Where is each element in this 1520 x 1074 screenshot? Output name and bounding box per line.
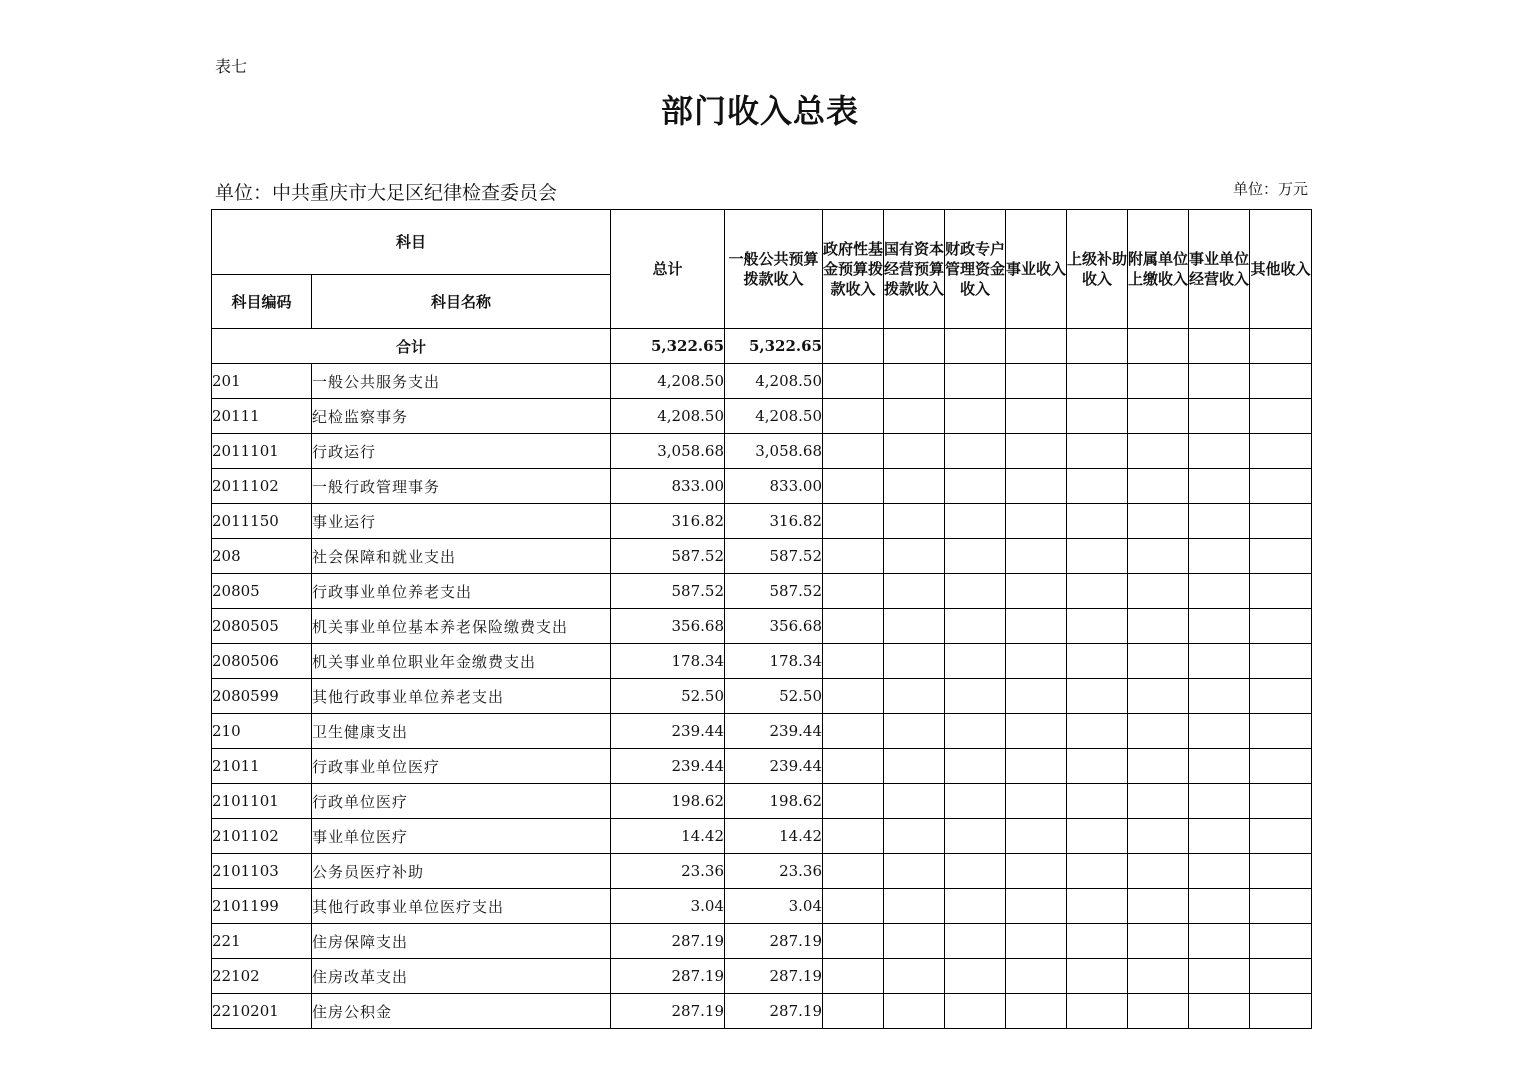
empty-cell [1250, 504, 1312, 539]
empty-cell [1250, 819, 1312, 854]
empty-cell [1189, 504, 1250, 539]
empty-cell [1006, 679, 1067, 714]
empty-cell [884, 854, 945, 889]
row-total: 52.50 [611, 679, 725, 714]
empty-cell [823, 399, 884, 434]
empty-cell [1006, 749, 1067, 784]
empty-cell [884, 819, 945, 854]
empty-cell [1250, 994, 1312, 1029]
empty-cell [1006, 854, 1067, 889]
empty-cell [1128, 364, 1189, 399]
row-general-budget: 23.36 [725, 854, 823, 889]
row-total: 833.00 [611, 469, 725, 504]
row-name: 行政事业单位医疗 [312, 749, 611, 784]
empty-cell [1006, 784, 1067, 819]
table-row [212, 644, 1312, 679]
empty-cell [823, 574, 884, 609]
row-general-budget: 287.19 [725, 994, 823, 1029]
row-code: 2011102 [212, 469, 312, 504]
empty-cell [1067, 539, 1128, 574]
table-row [212, 539, 1312, 574]
empty-cell [884, 644, 945, 679]
empty-cell [823, 434, 884, 469]
empty-cell [945, 889, 1006, 924]
empty-cell [1189, 364, 1250, 399]
row-name: 住房保障支出 [312, 924, 611, 959]
unit-organization: 单位：中共重庆市大足区纪律检查委员会 [215, 182, 558, 204]
empty-cell [1128, 889, 1189, 924]
row-general-budget: 4,208.50 [725, 399, 823, 434]
empty-cell [884, 609, 945, 644]
row-code: 2080505 [212, 609, 312, 644]
row-total: 178.34 [611, 644, 725, 679]
header-state-capital: 国有资本经营预算拨款收入 [884, 210, 945, 329]
row-general-budget: 3,058.68 [725, 434, 823, 469]
empty-cell [945, 924, 1006, 959]
total-total: 5,322.65 [611, 329, 725, 364]
empty-cell [823, 364, 884, 399]
empty-cell [1067, 364, 1128, 399]
row-name: 其他行政事业单位医疗支出 [312, 889, 611, 924]
row-total: 239.44 [611, 714, 725, 749]
empty-cell [1128, 959, 1189, 994]
empty-cell [1006, 504, 1067, 539]
empty-cell [1128, 749, 1189, 784]
empty-cell [1250, 329, 1312, 364]
empty-cell [945, 959, 1006, 994]
empty-cell [945, 784, 1006, 819]
row-name: 一般公共服务支出 [312, 364, 611, 399]
empty-cell [1067, 609, 1128, 644]
empty-cell [1128, 714, 1189, 749]
empty-cell [1006, 819, 1067, 854]
empty-cell [884, 504, 945, 539]
empty-cell [884, 749, 945, 784]
empty-cell [1189, 784, 1250, 819]
header-gov-fund: 政府性基金预算拨款收入 [823, 210, 884, 329]
empty-cell [1006, 644, 1067, 679]
empty-cell [945, 819, 1006, 854]
empty-cell [823, 504, 884, 539]
empty-cell [1006, 924, 1067, 959]
empty-cell [823, 609, 884, 644]
row-total: 587.52 [611, 574, 725, 609]
table-row [212, 959, 1312, 994]
empty-cell [945, 434, 1006, 469]
table-row [212, 504, 1312, 539]
row-general-budget: 287.19 [725, 959, 823, 994]
row-total: 287.19 [611, 924, 725, 959]
row-total: 198.62 [611, 784, 725, 819]
row-general-budget: 14.42 [725, 819, 823, 854]
empty-cell [1250, 749, 1312, 784]
row-general-budget: 4,208.50 [725, 364, 823, 399]
empty-cell [1189, 959, 1250, 994]
empty-cell [1006, 959, 1067, 994]
total-label: 合计 [212, 329, 611, 364]
empty-cell [1067, 574, 1128, 609]
empty-cell [884, 364, 945, 399]
empty-cell [1067, 469, 1128, 504]
empty-cell [1006, 574, 1067, 609]
empty-cell [823, 959, 884, 994]
empty-cell [1067, 644, 1128, 679]
header-total: 总计 [611, 210, 725, 329]
row-code: 2101103 [212, 854, 312, 889]
header-name: 科目名称 [312, 275, 611, 329]
empty-cell [945, 609, 1006, 644]
empty-cell [1006, 399, 1067, 434]
empty-cell [823, 329, 884, 364]
header-other-income: 其他收入 [1250, 210, 1312, 329]
page-title: 部门收入总表 [660, 92, 859, 130]
row-name: 社会保障和就业支出 [312, 539, 611, 574]
empty-cell [1006, 329, 1067, 364]
row-code: 2101102 [212, 819, 312, 854]
empty-cell [945, 574, 1006, 609]
row-name: 行政单位医疗 [312, 784, 611, 819]
row-total: 23.36 [611, 854, 725, 889]
table-tag: 表七 [215, 57, 248, 76]
row-total: 316.82 [611, 504, 725, 539]
empty-cell [1128, 854, 1189, 889]
empty-cell [823, 889, 884, 924]
empty-cell [1189, 714, 1250, 749]
header-general-budget: 一般公共预算拨款收入 [725, 210, 823, 329]
empty-cell [1250, 609, 1312, 644]
table-row [212, 994, 1312, 1029]
empty-cell [1067, 329, 1128, 364]
empty-cell [1128, 504, 1189, 539]
empty-cell [945, 399, 1006, 434]
header-superior-subsidy: 上级补助收入 [1067, 210, 1128, 329]
row-name: 事业单位医疗 [312, 819, 611, 854]
header-affiliated-payment: 附属单位上缴收入 [1128, 210, 1189, 329]
empty-cell [1189, 434, 1250, 469]
empty-cell [1067, 889, 1128, 924]
empty-cell [884, 329, 945, 364]
empty-cell [1189, 644, 1250, 679]
row-total: 4,208.50 [611, 399, 725, 434]
header-subject: 科目 [212, 210, 611, 275]
empty-cell [1006, 994, 1067, 1029]
table-row [212, 434, 1312, 469]
empty-cell [945, 994, 1006, 1029]
table-row [212, 574, 1312, 609]
empty-cell [823, 714, 884, 749]
empty-cell [823, 854, 884, 889]
empty-cell [1067, 504, 1128, 539]
row-name: 公务员医疗补助 [312, 854, 611, 889]
empty-cell [945, 679, 1006, 714]
empty-cell [945, 714, 1006, 749]
row-code: 20111 [212, 399, 312, 434]
empty-cell [884, 399, 945, 434]
row-name: 卫生健康支出 [312, 714, 611, 749]
empty-cell [1067, 679, 1128, 714]
row-code: 2080506 [212, 644, 312, 679]
empty-cell [1067, 434, 1128, 469]
empty-cell [1006, 889, 1067, 924]
empty-cell [823, 994, 884, 1029]
empty-cell [1250, 364, 1312, 399]
empty-cell [1067, 749, 1128, 784]
row-name: 纪检监察事务 [312, 399, 611, 434]
row-code: 2101199 [212, 889, 312, 924]
empty-cell [945, 854, 1006, 889]
row-code: 21011 [212, 749, 312, 784]
empty-cell [945, 364, 1006, 399]
empty-cell [823, 539, 884, 574]
empty-cell [1250, 889, 1312, 924]
empty-cell [1250, 784, 1312, 819]
empty-cell [1128, 469, 1189, 504]
header-code: 科目编码 [212, 275, 312, 329]
empty-cell [1250, 434, 1312, 469]
empty-cell [1128, 434, 1189, 469]
total-general-budget: 5,322.65 [725, 329, 823, 364]
empty-cell [1128, 994, 1189, 1029]
row-name: 机关事业单位职业年金缴费支出 [312, 644, 611, 679]
empty-cell [884, 434, 945, 469]
table-row [212, 819, 1312, 854]
row-general-budget: 3.04 [725, 889, 823, 924]
row-code: 221 [212, 924, 312, 959]
empty-cell [823, 924, 884, 959]
row-name: 其他行政事业单位养老支出 [312, 679, 611, 714]
table-row [212, 469, 1312, 504]
empty-cell [1128, 784, 1189, 819]
empty-cell [1250, 644, 1312, 679]
row-code: 210 [212, 714, 312, 749]
table-row [212, 399, 1312, 434]
empty-cell [1250, 679, 1312, 714]
empty-cell [823, 749, 884, 784]
table-row [212, 679, 1312, 714]
empty-cell [1006, 539, 1067, 574]
empty-cell [1006, 364, 1067, 399]
empty-cell [1128, 609, 1189, 644]
empty-cell [1128, 574, 1189, 609]
empty-cell [1128, 399, 1189, 434]
table-row [212, 364, 1312, 399]
empty-cell [1250, 539, 1312, 574]
row-code: 2080599 [212, 679, 312, 714]
empty-cell [1250, 574, 1312, 609]
empty-cell [1067, 994, 1128, 1029]
income-table [211, 209, 1312, 1029]
table-row [212, 749, 1312, 784]
empty-cell [1128, 679, 1189, 714]
empty-cell [823, 819, 884, 854]
total-row [212, 329, 1312, 364]
empty-cell [1189, 399, 1250, 434]
row-name: 住房改革支出 [312, 959, 611, 994]
empty-cell [823, 679, 884, 714]
row-total: 239.44 [611, 749, 725, 784]
empty-cell [823, 644, 884, 679]
row-name: 住房公积金 [312, 994, 611, 1029]
row-total: 14.42 [611, 819, 725, 854]
empty-cell [1250, 854, 1312, 889]
row-general-budget: 178.34 [725, 644, 823, 679]
row-general-budget: 833.00 [725, 469, 823, 504]
empty-cell [1189, 924, 1250, 959]
empty-cell [884, 469, 945, 504]
row-total: 587.52 [611, 539, 725, 574]
empty-cell [1250, 714, 1312, 749]
empty-cell [1128, 329, 1189, 364]
row-code: 2011150 [212, 504, 312, 539]
empty-cell [1006, 469, 1067, 504]
header-business-operation: 事业单位经营收入 [1189, 210, 1250, 329]
empty-cell [1006, 609, 1067, 644]
row-code: 2210201 [212, 994, 312, 1029]
row-total: 3,058.68 [611, 434, 725, 469]
empty-cell [1067, 819, 1128, 854]
row-name: 一般行政管理事务 [312, 469, 611, 504]
header-business-income: 事业收入 [1006, 210, 1067, 329]
empty-cell [1189, 679, 1250, 714]
row-general-budget: 587.52 [725, 539, 823, 574]
empty-cell [1250, 399, 1312, 434]
empty-cell [1067, 959, 1128, 994]
empty-cell [1006, 434, 1067, 469]
header-special-account: 财政专户管理资金收入 [945, 210, 1006, 329]
row-general-budget: 198.62 [725, 784, 823, 819]
row-total: 287.19 [611, 994, 725, 1029]
table-row [212, 889, 1312, 924]
row-code: 2011101 [212, 434, 312, 469]
table-row [212, 784, 1312, 819]
empty-cell [1189, 539, 1250, 574]
empty-cell [1067, 924, 1128, 959]
row-code: 22102 [212, 959, 312, 994]
empty-cell [1250, 924, 1312, 959]
empty-cell [1250, 959, 1312, 994]
empty-cell [1067, 784, 1128, 819]
row-general-budget: 587.52 [725, 574, 823, 609]
empty-cell [823, 469, 884, 504]
empty-cell [1189, 819, 1250, 854]
row-general-budget: 52.50 [725, 679, 823, 714]
unit-money: 单位：万元 [1232, 180, 1308, 198]
empty-cell [884, 714, 945, 749]
empty-cell [884, 539, 945, 574]
row-general-budget: 239.44 [725, 714, 823, 749]
empty-cell [1189, 574, 1250, 609]
empty-cell [884, 994, 945, 1029]
empty-cell [884, 679, 945, 714]
row-general-budget: 287.19 [725, 924, 823, 959]
row-code: 201 [212, 364, 312, 399]
empty-cell [884, 959, 945, 994]
table-row [212, 854, 1312, 889]
row-total: 287.19 [611, 959, 725, 994]
empty-cell [945, 329, 1006, 364]
table-row [212, 714, 1312, 749]
row-code: 2101101 [212, 784, 312, 819]
empty-cell [823, 784, 884, 819]
row-general-budget: 316.82 [725, 504, 823, 539]
empty-cell [884, 784, 945, 819]
empty-cell [945, 749, 1006, 784]
empty-cell [1128, 539, 1189, 574]
empty-cell [1067, 714, 1128, 749]
empty-cell [945, 504, 1006, 539]
table-row [212, 924, 1312, 959]
empty-cell [884, 924, 945, 959]
empty-cell [1189, 854, 1250, 889]
row-name: 事业运行 [312, 504, 611, 539]
empty-cell [945, 644, 1006, 679]
empty-cell [1189, 994, 1250, 1029]
row-total: 4,208.50 [611, 364, 725, 399]
empty-cell [1250, 469, 1312, 504]
row-code: 20805 [212, 574, 312, 609]
empty-cell [884, 889, 945, 924]
row-name: 行政事业单位养老支出 [312, 574, 611, 609]
empty-cell [1189, 749, 1250, 784]
empty-cell [1189, 889, 1250, 924]
empty-cell [1128, 819, 1189, 854]
table-row [212, 609, 1312, 644]
empty-cell [945, 539, 1006, 574]
empty-cell [884, 574, 945, 609]
empty-cell [945, 469, 1006, 504]
row-code: 208 [212, 539, 312, 574]
row-total: 356.68 [611, 609, 725, 644]
empty-cell [1189, 609, 1250, 644]
row-general-budget: 356.68 [725, 609, 823, 644]
empty-cell [1189, 469, 1250, 504]
empty-cell [1067, 854, 1128, 889]
row-general-budget: 239.44 [725, 749, 823, 784]
row-total: 3.04 [611, 889, 725, 924]
empty-cell [1067, 399, 1128, 434]
empty-cell [1189, 329, 1250, 364]
empty-cell [1128, 644, 1189, 679]
empty-cell [1006, 714, 1067, 749]
row-name: 机关事业单位基本养老保险缴费支出 [312, 609, 611, 644]
row-name: 行政运行 [312, 434, 611, 469]
empty-cell [1128, 924, 1189, 959]
